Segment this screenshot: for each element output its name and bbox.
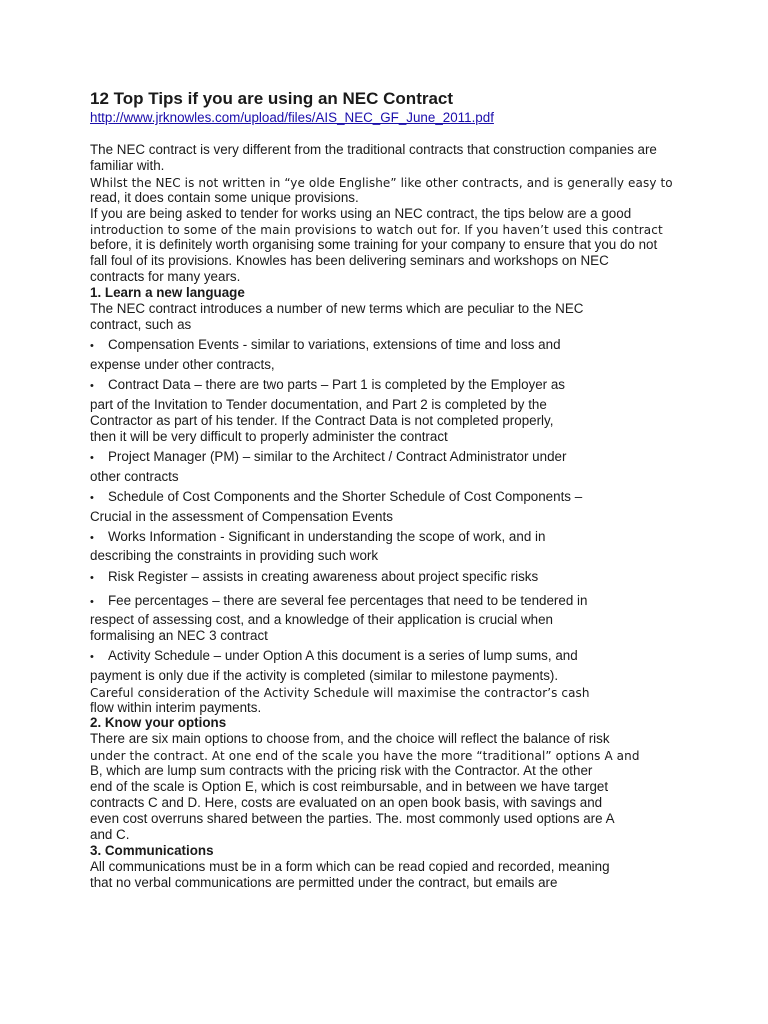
- list-item: • Activity Schedule – under Option A this document is a series of lump sums, and: [90, 648, 578, 663]
- intro-line: If you are being asked to tender for works using an NEC contract, the tips below are a good: [90, 206, 632, 221]
- list-item: • Risk Register – assists in creating awareness about project specific risks: [90, 569, 539, 584]
- section-text: All communications must be in a form which can be read copied and recorded, meaning: [90, 859, 610, 874]
- list-item-continuation: Crucial in the assessment of Compensation Events: [90, 509, 393, 524]
- intro-line: familiar with.: [90, 158, 165, 173]
- intro-line: contracts for many years.: [90, 269, 241, 284]
- section-text: The NEC contract introduces a number of new terms which are peculiar to the NEC: [90, 301, 584, 316]
- list-item-continuation: describing the constraints in providing such work: [90, 548, 379, 563]
- list-item-continuation: Contractor as part of his tender. If the Contract Data is not completed properly,: [90, 413, 554, 428]
- page-title: 12 Top Tips if you are using an NEC Contract: [90, 89, 454, 108]
- source-link[interactable]: http://www.jrknowles.com/upload/files/AIS_NEC_GF_June_2011.pdf: [90, 110, 494, 125]
- section-text: B, which are lump sum contracts with the pricing risk with the Contractor. At the other: [90, 763, 593, 778]
- intro-line: before, it is definitely worth organising some training for your company to ensure that you do not: [90, 237, 658, 252]
- section-heading: 2. Know your options: [90, 715, 227, 730]
- list-item-continuation: flow within interim payments.: [90, 700, 262, 715]
- list-item-continuation: respect of assessing cost, and a knowledge of their application is crucial when: [90, 612, 553, 627]
- intro-line: fall foul of its provisions. Knowles has been delivering seminars and workshops on NEC: [90, 253, 609, 268]
- list-item: • Contract Data – there are two parts – Part 1 is completed by the Employer as: [90, 377, 565, 392]
- list-item: • Works Information - Significant in understanding the scope of work, and in: [90, 529, 546, 544]
- section-text: contracts C and D. Here, costs are evaluated on an open book basis, with savings and: [90, 795, 603, 810]
- section-text: that no verbal communications are permitted under the contract, but emails are: [90, 875, 558, 890]
- bullet-icon: •: [90, 380, 94, 392]
- list-item: • Project Manager (PM) – similar to the Architect / Contract Administrator under: [90, 449, 567, 464]
- section-text: There are six main options to choose from, and the choice will reflect the balance of risk: [90, 731, 610, 746]
- section-text: end of the scale is Option E, which is cost reimbursable, and in between we have target: [90, 779, 609, 794]
- intro-line: read, it does contain some unique provisions.: [90, 190, 359, 205]
- bullet-icon: •: [90, 651, 94, 663]
- intro-line: Whilst the NEC is not written in “ye olde Englishe” like other contracts, and is generally easy to: [90, 176, 673, 190]
- section-text: contract, such as: [90, 317, 192, 332]
- section-text: and C.: [90, 827, 130, 842]
- bullet-icon: •: [90, 452, 94, 464]
- intro-line: The NEC contract is very different from the traditional contracts that construction companies are: [90, 142, 657, 157]
- bullet-icon: •: [90, 596, 94, 608]
- list-item-continuation: expense under other contracts,: [90, 357, 275, 372]
- list-item-continuation: then it will be very difficult to properly administer the contract: [90, 429, 448, 444]
- intro-line: introduction to some of the main provisions to watch out for. If you haven’t used this contract: [90, 223, 663, 237]
- bullet-icon: •: [90, 532, 94, 544]
- list-item-continuation: payment is only due if the activity is completed (similar to milestone payments).: [90, 668, 559, 683]
- section-heading: 3. Communications: [90, 843, 214, 858]
- bullet-icon: •: [90, 492, 94, 504]
- list-item-continuation: Careful consideration of the Activity Schedule will maximise the contractor’s cash: [90, 686, 590, 700]
- list-item: • Schedule of Cost Components and the Shorter Schedule of Cost Components –: [90, 489, 583, 504]
- list-item: • Fee percentages – there are several fee percentages that need to be tendered in: [90, 593, 588, 608]
- list-item: • Compensation Events - similar to variations, extensions of time and loss and: [90, 337, 561, 352]
- list-item-continuation: formalising an NEC 3 contract: [90, 628, 268, 643]
- bullet-icon: •: [90, 340, 94, 352]
- section-heading: 1. Learn a new language: [90, 285, 245, 300]
- bullet-icon: •: [90, 572, 94, 584]
- section-text: under the contract. At one end of the scale you have the more “traditional” options A and: [90, 749, 640, 763]
- list-item-continuation: other contracts: [90, 469, 179, 484]
- section-text: even cost overruns shared between the parties. The. most commonly used options are A: [90, 811, 615, 826]
- list-item-continuation: part of the Invitation to Tender documentation, and Part 2 is completed by the: [90, 397, 547, 412]
